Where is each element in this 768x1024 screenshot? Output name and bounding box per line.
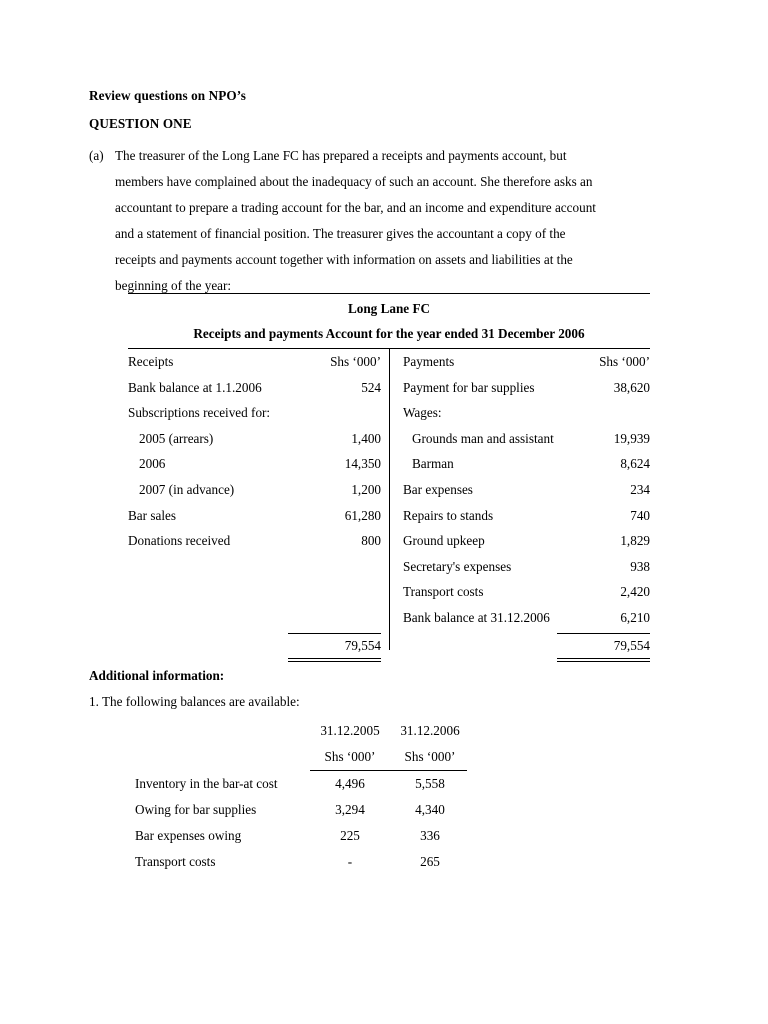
document-title: Review questions on NPO’s — [89, 88, 246, 103]
total-amount: 79,554 — [344, 637, 381, 653]
table-row — [403, 375, 650, 401]
spacer — [128, 579, 381, 605]
row-amount: 19,939 — [613, 430, 650, 446]
row-label: Barman — [412, 456, 454, 472]
additional-information-note: 1. The following balances are available: — [89, 694, 300, 709]
row-amount: 14,350 — [344, 456, 381, 472]
row-label: 2005 (arrears) — [139, 430, 214, 446]
part-line-3: accountant to prepare a trading account for the bar, and an income and expenditure account — [115, 200, 596, 215]
row-amount: 1,829 — [620, 533, 650, 549]
part-line-5: receipts and payments account together with information on assets and liabilities at the — [115, 252, 573, 267]
payments-header-unit: Shs ‘000’ — [599, 354, 650, 369]
payments-column — [389, 349, 650, 662]
question-heading: QUESTION ONE — [89, 116, 192, 131]
row-value-2005: 3,294 — [335, 802, 365, 817]
row-value-2005: - — [347, 854, 353, 869]
part-marker: (a) — [89, 148, 104, 163]
row-label: Bar expenses — [403, 481, 473, 497]
receipts-header-unit: Shs ‘000’ — [330, 354, 381, 369]
row-label: Wages: — [403, 405, 442, 421]
table-row — [128, 375, 381, 401]
row-amount: 1,400 — [351, 430, 381, 446]
row-value-2006: 5,558 — [415, 776, 445, 791]
row-value-2006: 4,340 — [415, 802, 445, 817]
payments-column-header — [403, 349, 650, 375]
table-row — [128, 503, 381, 529]
table-row — [403, 400, 650, 426]
receipts-and-payments-table — [128, 293, 650, 662]
table-row — [128, 477, 381, 503]
table-row — [135, 849, 475, 875]
part-line-4: and a statement of financial position. The treasurer gives the accountant a copy of the — [115, 226, 566, 241]
table-row — [403, 605, 650, 631]
row-amount: 800 — [361, 533, 381, 549]
total-rule-bottom — [288, 658, 381, 662]
balances-header-spacer — [135, 718, 310, 744]
row-amount — [640, 400, 650, 426]
table-body — [128, 349, 650, 662]
row-amount: 1,200 — [351, 481, 381, 497]
row-label: Transport costs — [403, 584, 484, 600]
spacer — [128, 605, 381, 631]
table-row — [403, 554, 650, 580]
balances-unit-header-row — [135, 744, 475, 770]
row-amount: 38,620 — [613, 379, 650, 395]
receipts-column-header — [128, 349, 381, 375]
balances-col-header-2006: 31.12.2006 — [400, 723, 460, 738]
row-label: Subscriptions received for: — [128, 405, 271, 421]
row-label: Secretary's expenses — [403, 558, 512, 574]
row-label: 2006 — [139, 456, 166, 472]
spacer — [128, 554, 381, 580]
row-amount: 8,624 — [620, 456, 650, 472]
balances-col-header-2005: 31.12.2005 — [320, 723, 380, 738]
table-row — [403, 503, 650, 529]
table-row — [135, 797, 475, 823]
row-amount: 2,420 — [620, 584, 650, 600]
row-label: Ground upkeep — [403, 533, 485, 549]
row-label: Repairs to stands — [403, 507, 494, 523]
row-amount: 61,280 — [344, 507, 381, 523]
row-label: Inventory in the bar-at cost — [135, 776, 278, 791]
row-label: Donations received — [128, 533, 231, 549]
receipts-column — [128, 349, 389, 662]
row-label: Bank balance at 31.12.2006 — [403, 609, 550, 625]
table-row — [403, 528, 650, 554]
part-line-1: The treasurer of the Long Lane FC has prepared a receipts and payments account, but — [115, 148, 567, 163]
question-part-a — [89, 143, 679, 299]
row-amount: 6,210 — [620, 609, 650, 625]
payments-total — [557, 633, 650, 662]
total-row — [557, 634, 650, 658]
row-value-2005: 225 — [340, 828, 360, 843]
table-row — [128, 400, 381, 426]
row-label: Owing for bar supplies — [135, 802, 257, 817]
row-label: Payment for bar supplies — [403, 379, 535, 395]
balances-unit-2006: Shs ‘000’ — [404, 749, 456, 764]
payments-header-label: Payments — [403, 354, 455, 369]
total-rule-bottom — [557, 658, 650, 662]
table-row — [403, 579, 650, 605]
row-amount: 524 — [361, 379, 381, 395]
table-row — [135, 823, 475, 849]
row-label: Bar sales — [128, 507, 176, 523]
total-row — [288, 634, 381, 658]
receipts-header-label: Receipts — [128, 354, 174, 369]
row-amount: 938 — [630, 558, 650, 574]
table-row — [403, 477, 650, 503]
table-row — [128, 426, 381, 452]
part-line-6: beginning of the year: — [115, 278, 232, 293]
balances-unit-2005: Shs ‘000’ — [324, 749, 376, 764]
statement-title: Receipts and payments Account for the year ended 31 December 2006 — [193, 326, 585, 341]
table-row — [135, 771, 475, 797]
table-row — [128, 451, 381, 477]
part-body — [115, 143, 679, 299]
row-value-2006: 336 — [420, 828, 440, 843]
table-row — [403, 451, 650, 477]
table-row — [128, 528, 381, 554]
part-line-2: members have complained about the inadequacy of such an account. She therefore asks an — [115, 174, 593, 189]
row-amount: 740 — [630, 507, 650, 523]
row-label: Bar expenses owing — [135, 828, 242, 843]
row-amount — [371, 400, 381, 426]
balances-date-header-row — [135, 718, 475, 744]
receipts-total — [288, 633, 381, 662]
additional-information-heading: Additional information: — [89, 668, 225, 683]
row-label: Grounds man and assistant — [412, 430, 554, 446]
row-amount: 234 — [630, 481, 650, 497]
row-label: 2007 (in advance) — [139, 481, 235, 497]
row-label: Transport costs — [135, 854, 216, 869]
row-value-2005: 4,496 — [335, 776, 365, 791]
organisation-name: Long Lane FC — [347, 301, 431, 316]
balances-unit-spacer — [135, 744, 310, 770]
row-label: Bank balance at 1.1.2006 — [128, 379, 262, 395]
total-amount: 79,554 — [613, 637, 650, 653]
row-value-2006: 265 — [420, 854, 440, 869]
balances-table — [135, 718, 475, 875]
table-row — [403, 426, 650, 452]
